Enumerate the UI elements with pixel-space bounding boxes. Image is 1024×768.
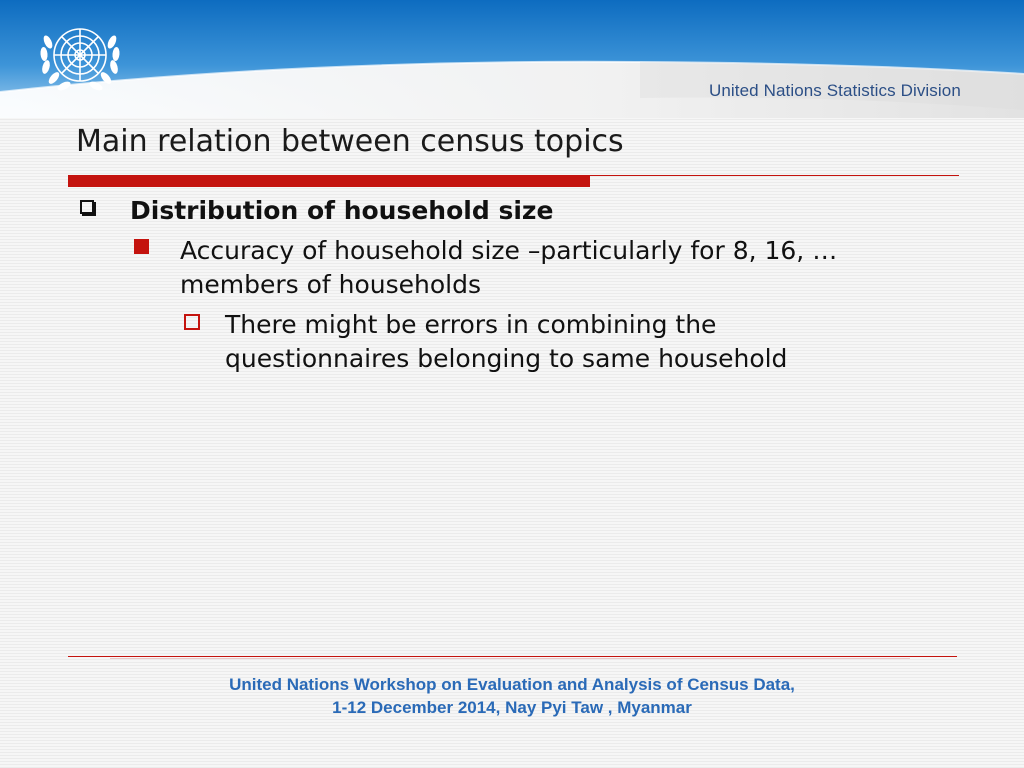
hollow-square-bullet-icon bbox=[80, 200, 94, 214]
footer-date-location-line: 1-12 December 2014, Nay Pyi Taw , Myanmar bbox=[332, 698, 692, 717]
footer-workshop-line: United Nations Workshop on Evaluation and Analysis of Census Data, bbox=[229, 675, 795, 694]
organization-name: United Nations Statistics Division bbox=[709, 81, 961, 100]
header-banner bbox=[0, 0, 1024, 118]
footer-divider bbox=[68, 656, 957, 657]
un-emblem-icon bbox=[30, 12, 130, 102]
title-underline-bar bbox=[68, 175, 590, 187]
bullet-level-2 bbox=[134, 236, 900, 302]
title-underline-rule bbox=[590, 175, 959, 176]
slide-title: Main relation between census topics bbox=[76, 124, 624, 159]
outline-square-bullet-icon bbox=[184, 314, 200, 330]
bullet-level-1-text: Distribution of household size bbox=[130, 196, 554, 225]
filled-square-bullet-icon bbox=[134, 239, 149, 254]
bullet-level-3 bbox=[184, 310, 905, 376]
bullet-level-3-text: There might be errors in combining the questionnaires belonging to same household bbox=[225, 310, 788, 373]
bullet-level-1 bbox=[80, 196, 553, 227]
footer-divider-shadow bbox=[110, 658, 910, 659]
bullet-level-2-text: Accuracy of household size –particularly for 8, 16, … members of households bbox=[180, 236, 838, 299]
